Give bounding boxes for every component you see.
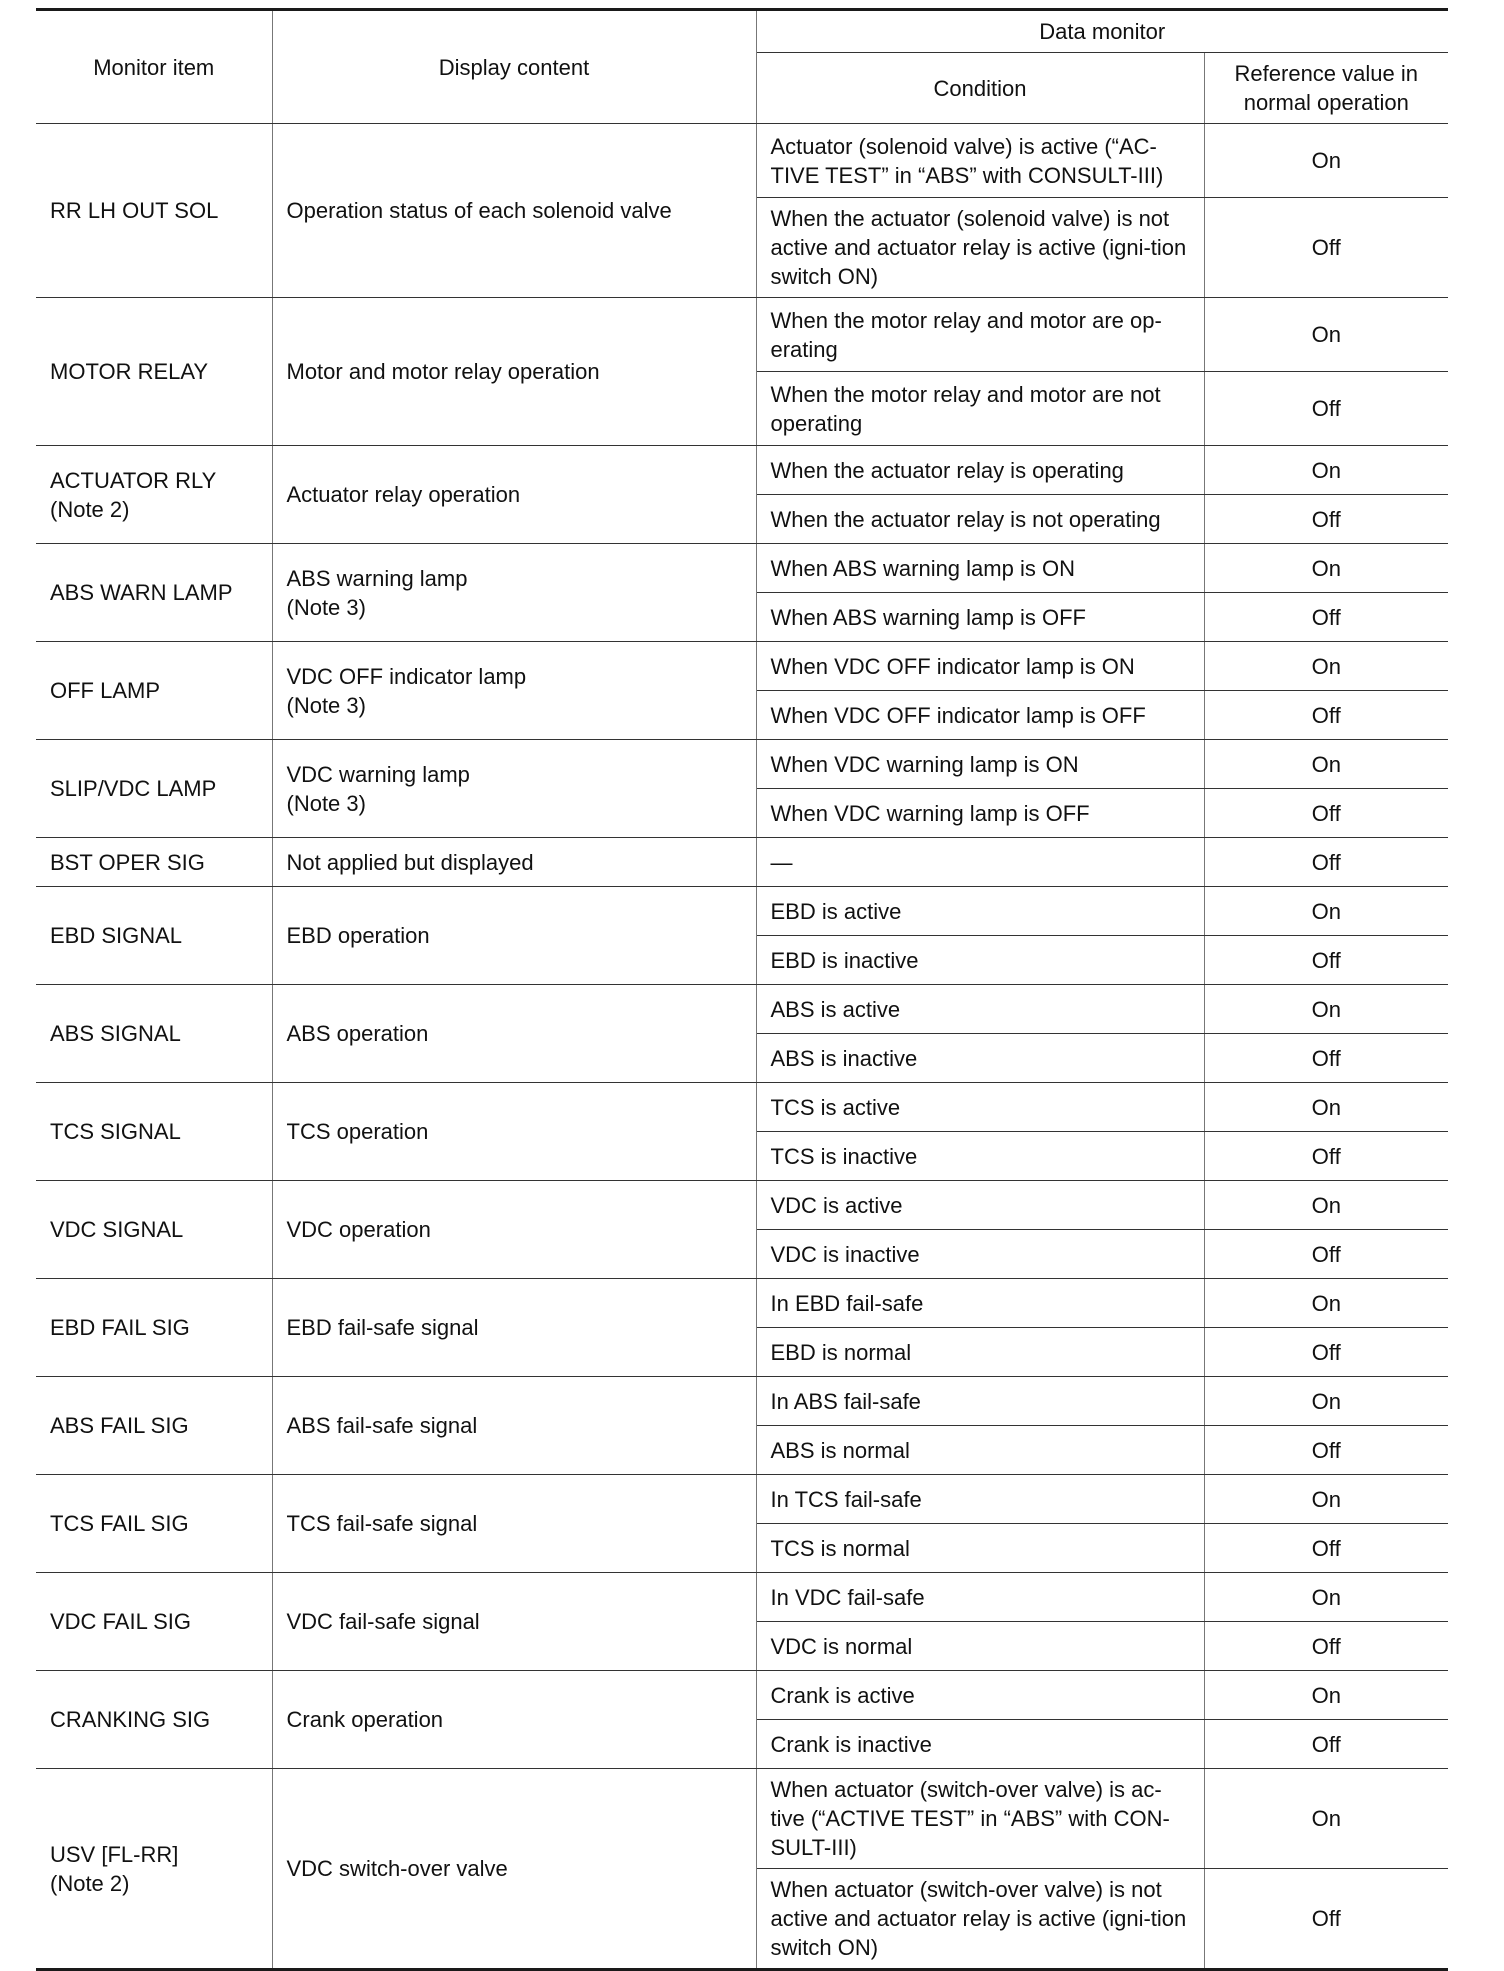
- monitor-item-header: Monitor item: [36, 10, 272, 124]
- reference-value-cell: Off: [1204, 372, 1448, 446]
- condition-cell: When VDC warning lamp is OFF: [756, 789, 1204, 838]
- monitor-item-cell: ABS WARN LAMP: [36, 544, 272, 642]
- monitor-item-cell: TCS FAIL SIG: [36, 1475, 272, 1573]
- reference-value-cell: Off: [1204, 1132, 1448, 1181]
- reference-value-cell: Off: [1204, 1524, 1448, 1573]
- display-content-cell: TCS fail-safe signal: [272, 1475, 756, 1573]
- table-row: [36, 1279, 1448, 1328]
- display-content-cell: VDC OFF indicator lamp (Note 3): [272, 642, 756, 740]
- reference-value-cell: Off: [1204, 1869, 1448, 1970]
- reference-value-cell: On: [1204, 1769, 1448, 1869]
- condition-cell: When VDC OFF indicator lamp is OFF: [756, 691, 1204, 740]
- table-row: [36, 446, 1448, 495]
- condition-cell: When VDC warning lamp is ON: [756, 740, 1204, 789]
- table-row: [36, 1475, 1448, 1524]
- condition-cell: When actuator (switch-over valve) is ac-tive (“ACTIVE TEST” in “ABS” with CON-SULT-III): [756, 1769, 1204, 1869]
- condition-cell: TCS is normal: [756, 1524, 1204, 1573]
- table-row: [36, 1181, 1448, 1230]
- display-content-cell: Actuator relay operation: [272, 446, 756, 544]
- monitor-item-cell: ABS SIGNAL: [36, 985, 272, 1083]
- condition-cell: Crank is inactive: [756, 1720, 1204, 1769]
- display-content-cell: VDC warning lamp (Note 3): [272, 740, 756, 838]
- condition-cell: ABS is normal: [756, 1426, 1204, 1475]
- monitor-item-cell: CRANKING SIG: [36, 1671, 272, 1769]
- reference-value-cell: On: [1204, 1279, 1448, 1328]
- reference-value-cell: On: [1204, 446, 1448, 495]
- display-content-cell: ABS fail-safe signal: [272, 1377, 756, 1475]
- reference-value-cell: Off: [1204, 495, 1448, 544]
- condition-cell: Crank is active: [756, 1671, 1204, 1720]
- reference-value-cell: Off: [1204, 1034, 1448, 1083]
- reference-value-cell: On: [1204, 544, 1448, 593]
- table-row: [36, 740, 1448, 789]
- monitor-item-cell: TCS SIGNAL: [36, 1083, 272, 1181]
- reference-value-cell: Off: [1204, 838, 1448, 887]
- table-body: [36, 124, 1448, 1970]
- table-row: [36, 1573, 1448, 1622]
- reference-value-cell: On: [1204, 298, 1448, 372]
- reference-value-cell: On: [1204, 1181, 1448, 1230]
- display-content-cell: EBD operation: [272, 887, 756, 985]
- condition-cell: EBD is normal: [756, 1328, 1204, 1377]
- condition-cell: When the motor relay and motor are op-erating: [756, 298, 1204, 372]
- table-row: [36, 1083, 1448, 1132]
- monitor-item-cell: EBD FAIL SIG: [36, 1279, 272, 1377]
- display-content-cell: VDC switch-over valve: [272, 1769, 756, 1970]
- condition-cell: When the actuator (solenoid valve) is not active and actuator relay is active (igni-tion switch ON): [756, 198, 1204, 298]
- condition-cell: When VDC OFF indicator lamp is ON: [756, 642, 1204, 691]
- condition-cell: VDC is inactive: [756, 1230, 1204, 1279]
- condition-cell: Actuator (solenoid valve) is active (“AC-TIVE TEST” in “ABS” with CONSULT-III): [756, 124, 1204, 198]
- monitor-item-cell: ACTUATOR RLY (Note 2): [36, 446, 272, 544]
- monitor-item-cell: ABS FAIL SIG: [36, 1377, 272, 1475]
- data-monitor-header: Data monitor: [756, 10, 1448, 53]
- table-row: [36, 298, 1448, 372]
- condition-cell: —: [756, 838, 1204, 887]
- table-row: [36, 124, 1448, 198]
- display-content-cell: VDC operation: [272, 1181, 756, 1279]
- display-content-cell: Not applied but displayed: [272, 838, 756, 887]
- table-row: [36, 1671, 1448, 1720]
- condition-cell: TCS is inactive: [756, 1132, 1204, 1181]
- reference-value-cell: On: [1204, 740, 1448, 789]
- monitor-item-cell: VDC SIGNAL: [36, 1181, 272, 1279]
- condition-cell: ABS is active: [756, 985, 1204, 1034]
- display-content-cell: EBD fail-safe signal: [272, 1279, 756, 1377]
- condition-cell: When the motor relay and motor are not operating: [756, 372, 1204, 446]
- condition-cell: When ABS warning lamp is ON: [756, 544, 1204, 593]
- condition-cell: When ABS warning lamp is OFF: [756, 593, 1204, 642]
- condition-cell: In VDC fail-safe: [756, 1573, 1204, 1622]
- monitor-item-cell: RR LH OUT SOL: [36, 124, 272, 298]
- monitor-item-cell: BST OPER SIG: [36, 838, 272, 887]
- display-content-cell: TCS operation: [272, 1083, 756, 1181]
- reference-value-cell: On: [1204, 642, 1448, 691]
- reference-value-cell: Off: [1204, 936, 1448, 985]
- reference-value-cell: On: [1204, 985, 1448, 1034]
- condition-cell: When actuator (switch-over valve) is not active and actuator relay is active (igni-tion switch ON): [756, 1869, 1204, 1970]
- condition-cell: VDC is normal: [756, 1622, 1204, 1671]
- table-row: [36, 544, 1448, 593]
- table-row: [36, 838, 1448, 887]
- condition-cell: TCS is active: [756, 1083, 1204, 1132]
- table-header: [36, 10, 1448, 124]
- condition-cell: EBD is inactive: [756, 936, 1204, 985]
- table-row: [36, 642, 1448, 691]
- condition-cell: In EBD fail-safe: [756, 1279, 1204, 1328]
- condition-cell: ABS is inactive: [756, 1034, 1204, 1083]
- reference-value-header: Reference value in normal operation: [1204, 53, 1448, 124]
- display-content-cell: Crank operation: [272, 1671, 756, 1769]
- reference-value-cell: Off: [1204, 789, 1448, 838]
- display-content-cell: ABS warning lamp (Note 3): [272, 544, 756, 642]
- reference-value-cell: On: [1204, 1377, 1448, 1426]
- table-row: [36, 985, 1448, 1034]
- reference-value-cell: On: [1204, 1083, 1448, 1132]
- condition-cell: In TCS fail-safe: [756, 1475, 1204, 1524]
- reference-value-cell: Off: [1204, 1426, 1448, 1475]
- display-content-cell: VDC fail-safe signal: [272, 1573, 756, 1671]
- reference-value-cell: Off: [1204, 1622, 1448, 1671]
- monitor-item-cell: SLIP/VDC LAMP: [36, 740, 272, 838]
- reference-value-cell: On: [1204, 1475, 1448, 1524]
- header-row: [36, 10, 1448, 53]
- data-monitor-table: [36, 8, 1448, 1971]
- reference-value-cell: Off: [1204, 593, 1448, 642]
- reference-value-cell: On: [1204, 1671, 1448, 1720]
- reference-value-cell: Off: [1204, 198, 1448, 298]
- display-content-cell: ABS operation: [272, 985, 756, 1083]
- condition-cell: When the actuator relay is operating: [756, 446, 1204, 495]
- monitor-item-cell: EBD SIGNAL: [36, 887, 272, 985]
- display-content-cell: Motor and motor relay operation: [272, 298, 756, 446]
- reference-value-cell: On: [1204, 1573, 1448, 1622]
- reference-value-cell: On: [1204, 887, 1448, 936]
- monitor-item-cell: MOTOR RELAY: [36, 298, 272, 446]
- condition-cell: When the actuator relay is not operating: [756, 495, 1204, 544]
- monitor-item-cell: VDC FAIL SIG: [36, 1573, 272, 1671]
- display-content-header: Display content: [272, 10, 756, 124]
- condition-cell: In ABS fail-safe: [756, 1377, 1204, 1426]
- table-row: [36, 887, 1448, 936]
- condition-header: Condition: [756, 53, 1204, 124]
- monitor-item-cell: OFF LAMP: [36, 642, 272, 740]
- reference-value-cell: Off: [1204, 1328, 1448, 1377]
- reference-value-cell: Off: [1204, 1720, 1448, 1769]
- monitor-item-cell: USV [FL-RR] (Note 2): [36, 1769, 272, 1970]
- reference-value-cell: Off: [1204, 1230, 1448, 1279]
- table-row: [36, 1377, 1448, 1426]
- condition-cell: VDC is active: [756, 1181, 1204, 1230]
- display-content-cell: Operation status of each solenoid valve: [272, 124, 756, 298]
- condition-cell: EBD is active: [756, 887, 1204, 936]
- reference-value-cell: Off: [1204, 691, 1448, 740]
- reference-value-cell: On: [1204, 124, 1448, 198]
